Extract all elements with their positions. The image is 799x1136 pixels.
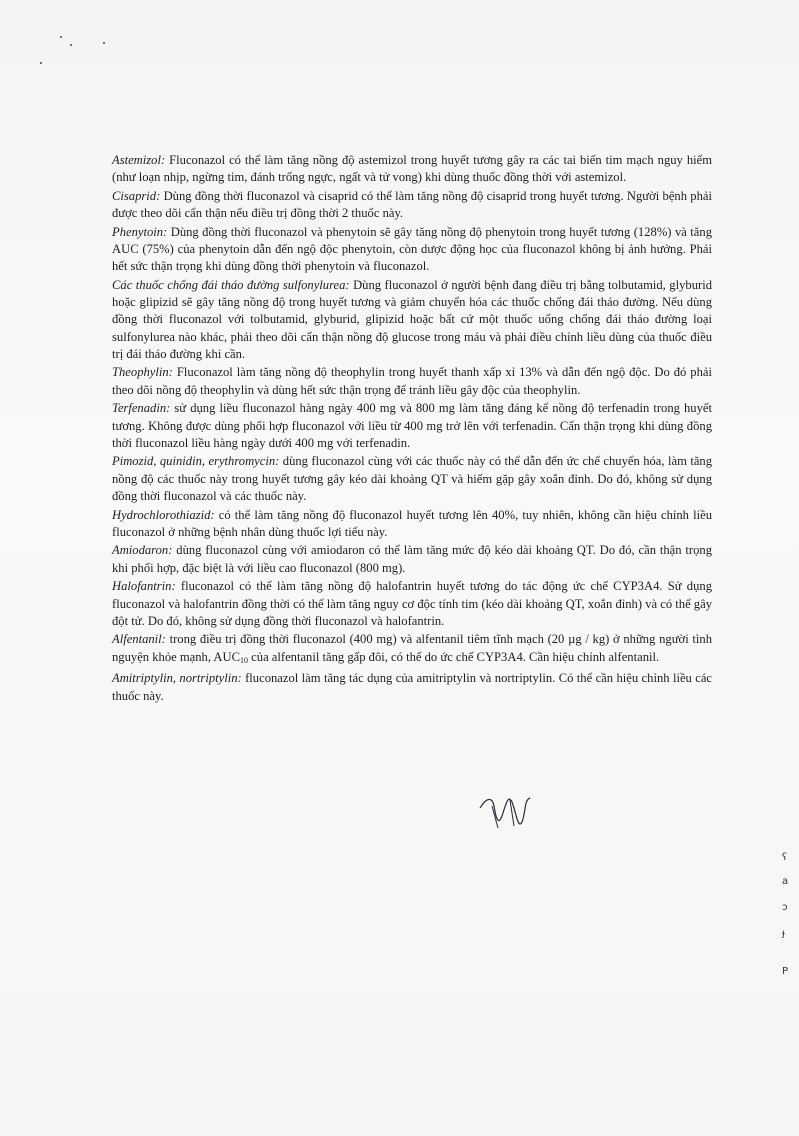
margin-mark: ʕ [782, 852, 788, 863]
drug-description: trong điều trị đồng thời fluconazol (400 mg) và alfentanil tiêm tĩnh mạch (20 µg / kg) ở những người tình nguyện khỏe mạnh, AUC [112, 632, 712, 664]
margin-mark: a [782, 876, 789, 887]
drug-description: sử dụng liều fluconazol hàng ngày 400 mg và 800 mg làm tăng đáng kể nồng độ terfenadin trong huyết tương. Không được dùng phối hợp fluconazol với liều từ 400 mg trở lên với terfenadin. Cẩn thận trọng khi dùng đồng thời fluconazol liều hàng ngày dưới 400 mg với terfenadin. [112, 401, 712, 450]
interaction-amiodaron [112, 542, 712, 576]
drug-description: có thể làm tăng nồng độ fluconazol huyết tương lên 40%, tuy nhiên, không cần hiệu chỉnh liều fluconazol ở những bệnh nhân dùng thuốc lợi tiểu này. [112, 507, 712, 539]
drug-description: fluconazol có thể làm tăng nồng độ halofantrin huyết tương do tác động ức chế CYP3A4. Sử dụng fluconazol và halofantrin đồng thời có thể làm tăng nguy cơ độc tính tim (kéo dài khoảng QT, xoắn đỉnh) và có thể gây đột tử. Do đó, không sử dụng đồng thời fluconazol và halofantrin. [112, 579, 712, 628]
interaction-amitriptylin [112, 670, 712, 704]
drug-interactions-section [112, 152, 712, 706]
drug-description: fluconazol làm tăng tác dụng của amitriptylin và nortriptylin. Có thể cần hiệu chỉnh liều các thuốc này. [112, 671, 713, 703]
drug-term: Astemizol: [112, 153, 166, 167]
interaction-theophylin [112, 364, 712, 398]
interaction-sulfonylurea [112, 277, 712, 363]
drug-term: Phenytoin: [112, 224, 168, 239]
scan-speck [40, 62, 42, 64]
interaction-halofantrin [112, 578, 712, 630]
interaction-alfentanil [112, 631, 712, 668]
drug-term: Halofantrin: [112, 579, 176, 594]
drug-term: Alfentanil: [112, 632, 166, 647]
margin-mark: P [782, 966, 789, 977]
drug-term: Amitriptylin, nortriptylin: [112, 671, 242, 686]
drug-term: Terfenadin: [112, 401, 171, 416]
drug-description: Fluconazol làm tăng nồng độ theophylin trong huyết thanh xấp xỉ 13% và dẫn đến ngộ độc. Do đó phải theo dõi nồng độ theophylin và dùng hết sức thận trọng để tránh liều gây độc của theophylin. [112, 365, 712, 397]
drug-description-cont: của alfentanil tăng gấp đôi, có thể do ức chế CYP3A4. Cần hiệu chỉnh alfentanil. [248, 649, 660, 664]
margin-mark: ɔ [782, 902, 788, 913]
interaction-cisaprid [112, 188, 712, 222]
interaction-astemizol [112, 152, 712, 186]
drug-description: Dùng đồng thời fluconazol và phenytoin sẽ gây tăng nồng độ phenytoin trong huyết tương (128%) và tăng AUC (75%) của phenytoin dẫn đến ngộ độc phenytoin, còn dược động học của fluconazol không bị ảnh hưởng. Phải hết sức thận trọng khi dùng đồng thời phenytoin và fluconazol. [112, 224, 712, 274]
drug-term: Amiodaron: [112, 543, 173, 558]
drug-term: Hydrochlorothiazid: [112, 507, 215, 522]
drug-description: dùng fluconazol cùng với amiodaron có thể làm tăng mức độ kéo dài khoảng QT. Do đó, cần thận trọng khi phối hợp, đặc biệt là với liều cao fluconazol (800 mg). [112, 543, 712, 575]
drug-description: Dùng đồng thời fluconazol và cisaprid có thể làm tăng nồng độ cisaprid trong huyết tương. Người bệnh phải được theo dõi cẩn thận nếu điều trị đồng thời 2 thuốc này. [112, 188, 712, 221]
drug-term: Các thuốc chống đái tháo đường sulfonylurea: [112, 277, 350, 292]
scan-speck [70, 44, 72, 46]
drug-term: Pimozid, quinidin, erythromycin: [112, 454, 280, 469]
scan-speck [103, 42, 105, 44]
drug-term: Cisaprid: [112, 188, 161, 203]
drug-description: Fluconazol có thể làm tăng nồng độ astemizol trong huyết tương gây ra các tai biến tim mạch nguy hiểm (như loạn nhịp, ngừng tim, đánh trống ngực, ngất và tử vong) khi dùng thuốc đồng thời với astemizol. [112, 153, 712, 185]
auc-subscript: 10 [240, 655, 249, 665]
drug-description: Dùng fluconazol ở người bệnh đang điều trị bằng tolbutamid, glyburid hoặc glipizid sẽ gây tăng nồng độ trong huyết tương và giảm chuyển hóa các thuốc chống đái tháo đường. Nếu dùng đồng thời fluconazol với tolbutamid, glyburid, glipizid hoặc bất cứ một thuốc uống chống đái tháo đường loại sulfonylurea nào khác, phải theo dõi cẩn thận nồng độ glucose trong máu và phải điều chỉnh liều dùng của thuốc điều trị đái tháo đường khi cần. [112, 277, 712, 361]
scan-speck [60, 36, 62, 38]
interaction-pimozid [112, 453, 712, 505]
interaction-phenytoin [112, 224, 712, 276]
drug-description: dùng fluconazol cùng với các thuốc này có thể dẫn đến ức chế chuyển hóa, làm tăng nồng độ các thuốc này trong huyết tương gây kéo dài khoảng QT và hiếm gặp gây xoắn đỉnh. Do đó, không sử dụng đồng thời fluconazol và các thuốc này. [112, 454, 712, 503]
interaction-terfenadin [112, 400, 712, 452]
drug-term: Theophylin: [112, 365, 173, 380]
margin-mark: ɟ [782, 928, 785, 939]
handwritten-scribble [452, 786, 562, 836]
interaction-hydrochlorothiazid [112, 507, 712, 541]
